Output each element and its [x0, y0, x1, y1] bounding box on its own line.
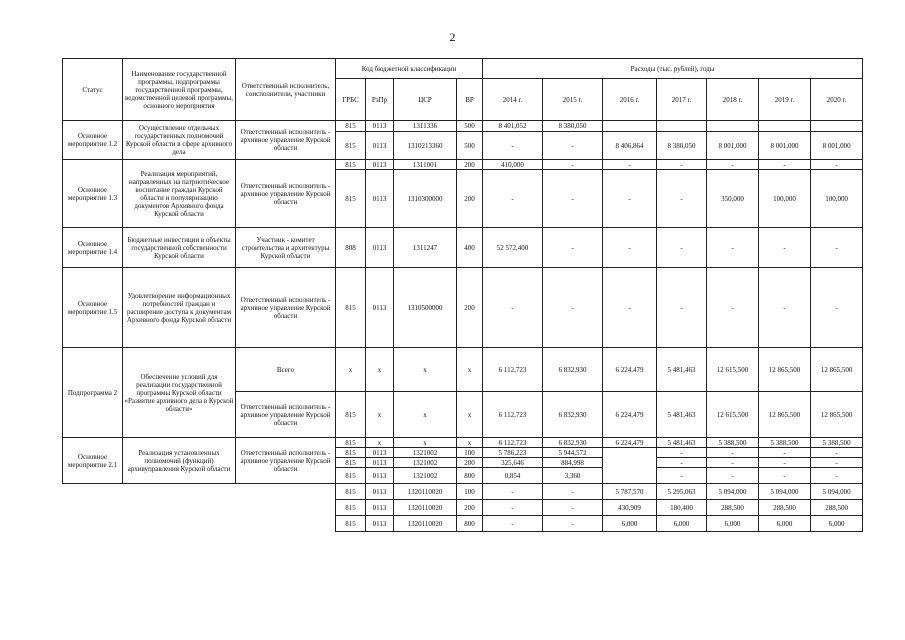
csr-cell: 1310500000 — [394, 268, 457, 348]
value-cell: 5 481,463 — [657, 392, 707, 438]
vr-cell: 200 — [457, 160, 483, 170]
value-cell: - — [603, 170, 657, 228]
name-cell: Реализация установленных полномочий (функций) архивуправления Курской области — [123, 438, 236, 484]
value-cell: - — [811, 468, 863, 484]
value-cell: - — [603, 160, 657, 170]
value-cell: - — [811, 228, 863, 268]
responsible-cell: Ответственный исполнитель - архивное управление Курской области — [236, 438, 336, 484]
value-cell: - — [707, 268, 759, 348]
name-cell: Реализация мероприятий, направленных на патриотическое воспитание граждан Курской области и популяризацию документов Архивного фонда Курской области — [123, 160, 236, 228]
vr-cell: 400 — [457, 228, 483, 268]
grbs-cell: 815 — [336, 484, 366, 500]
value-cell: - — [657, 268, 707, 348]
header-expenses: Расходы (тыс. рублей), годы — [483, 59, 863, 79]
name-cell: Бюджетные инвестиции в объекты государственной собственности Курской области — [123, 228, 236, 268]
value-cell: - — [483, 500, 543, 516]
rzpr-cell: х — [366, 348, 394, 392]
value-cell: - — [543, 170, 603, 228]
value-cell: - — [759, 268, 811, 348]
header-year: 2020 г. — [811, 79, 863, 121]
vr-cell: 200 — [457, 268, 483, 348]
value-cell: 12 865,500 — [759, 348, 811, 392]
value-cell: 5 388,500 — [759, 438, 811, 448]
value-cell: 6 224,479 — [603, 438, 657, 448]
csr-cell: 1321002 — [394, 448, 457, 458]
value-cell: 6 112,723 — [483, 392, 543, 438]
value-cell: 350,000 — [707, 170, 759, 228]
header-year: 2019 г. — [759, 79, 811, 121]
value-cell: 5 094,000 — [811, 484, 863, 500]
csr-cell: 1320110020 — [394, 500, 457, 516]
value-cell: - — [657, 170, 707, 228]
value-cell: 5 094,000 — [759, 484, 811, 500]
rzpr-cell: 0113 — [366, 121, 394, 132]
grbs-cell: 815 — [336, 468, 366, 484]
blank-cell — [236, 500, 336, 516]
grbs-cell: 815 — [336, 448, 366, 458]
value-cell: - — [707, 448, 759, 458]
status-cell: Основное мероприятие 1.2 — [63, 121, 123, 160]
table-row — [63, 500, 863, 516]
table-row — [63, 348, 863, 392]
csr-cell: х — [394, 348, 457, 392]
grbs-cell: 808 — [336, 228, 366, 268]
value-cell: 6,000 — [657, 516, 707, 532]
value-cell: - — [759, 448, 811, 458]
value-cell: 5 295,063 — [657, 484, 707, 500]
value-cell: - — [657, 160, 707, 170]
value-cell: 52 572,400 — [483, 228, 543, 268]
value-cell: 288,500 — [811, 500, 863, 516]
header-budget-code: Код бюджетной классификации — [336, 59, 483, 79]
blank-cell — [236, 516, 336, 532]
value-cell: 6 112,723 — [483, 438, 543, 448]
rzpr-cell: 0113 — [366, 268, 394, 348]
value-cell: 6,000 — [811, 516, 863, 532]
name-cell: Осуществление отдельных государственных полномочий Курской области в сфере архивного дела — [123, 121, 236, 160]
value-cell: - — [657, 468, 707, 484]
grbs-cell: 815 — [336, 268, 366, 348]
value-cell: 6 832,930 — [543, 438, 603, 448]
value-cell: 8 001,000 — [707, 132, 759, 160]
value-cell: - — [759, 458, 811, 468]
rzpr-cell: х — [366, 392, 394, 438]
table-row — [63, 438, 863, 448]
vr-cell: х — [457, 392, 483, 438]
rzpr-cell: 0113 — [366, 516, 394, 532]
value-cell: 6 224,479 — [603, 392, 657, 438]
header-rzpr: РзПр — [366, 79, 394, 121]
grbs-cell: 815 — [336, 170, 366, 228]
value-cell: 8 001,000 — [811, 132, 863, 160]
grbs-cell: 815 — [336, 500, 366, 516]
value-cell: 6,000 — [603, 516, 657, 532]
table-row — [63, 121, 863, 132]
value-cell: 6 832,930 — [543, 392, 603, 438]
vr-cell: 800 — [457, 516, 483, 532]
value-cell: 5 481,463 — [657, 438, 707, 448]
header-year: 2018 г. — [707, 79, 759, 121]
value-cell: 6,000 — [707, 516, 759, 532]
grbs-cell: х — [336, 348, 366, 392]
responsible-cell: Всего — [236, 348, 336, 392]
value-cell: 430,909 — [603, 500, 657, 516]
value-cell: 5 388,500 — [811, 438, 863, 448]
value-cell: - — [657, 448, 707, 458]
value-cell: 5 388,500 — [707, 438, 759, 448]
value-cell: - — [759, 160, 811, 170]
rzpr-cell: 0113 — [366, 458, 394, 468]
header-responsible: Ответственный исполнитель, соисполнители, участники — [236, 59, 336, 121]
grbs-cell: 815 — [336, 160, 366, 170]
value-cell — [759, 121, 811, 132]
responsible-cell: Ответственный исполнитель - архивное управление Курской области — [236, 160, 336, 228]
value-cell: - — [759, 228, 811, 268]
table-row — [63, 516, 863, 532]
rzpr-cell: 0113 — [366, 448, 394, 458]
header-vr: ВР — [457, 79, 483, 121]
csr-cell: 1311336 — [394, 121, 457, 132]
value-cell: - — [543, 500, 603, 516]
value-cell: 410,000 — [483, 160, 543, 170]
value-cell: 5 094,000 — [707, 484, 759, 500]
value-cell: 325,646 — [483, 458, 543, 468]
blank-cell — [123, 500, 236, 516]
vr-cell: 200 — [457, 458, 483, 468]
vr-cell: 500 — [457, 121, 483, 132]
rzpr-cell: 0113 — [366, 170, 394, 228]
value-cell: - — [811, 268, 863, 348]
value-cell — [811, 121, 863, 132]
value-cell: - — [603, 268, 657, 348]
grbs-cell: 815 — [336, 132, 366, 160]
value-cell: 6,000 — [759, 516, 811, 532]
value-cell: 5 481,463 — [657, 348, 707, 392]
value-cell: 180,400 — [657, 500, 707, 516]
blank-cell — [63, 484, 123, 500]
value-cell — [657, 121, 707, 132]
value-cell: 8 406,864 — [603, 132, 657, 160]
value-cell: 3,360 — [543, 468, 603, 484]
responsible-cell: Ответственный исполнитель - архивное управление Курской области — [236, 121, 336, 160]
value-cell: 5 787,570 — [603, 484, 657, 500]
value-cell: - — [543, 160, 603, 170]
value-cell: 12 865,500 — [811, 392, 863, 438]
table-row — [63, 484, 863, 500]
value-cell: 288,500 — [707, 500, 759, 516]
value-cell: 12 865,500 — [811, 348, 863, 392]
rzpr-cell: 0113 — [366, 132, 394, 160]
value-cell: 5 944,572 — [543, 448, 603, 458]
value-cell: - — [543, 228, 603, 268]
value-cell: - — [483, 170, 543, 228]
value-cell: - — [483, 484, 543, 500]
csr-cell: х — [394, 392, 457, 438]
header-grbs: ГРБС — [336, 79, 366, 121]
value-cell: - — [707, 160, 759, 170]
rzpr-cell: 0113 — [366, 484, 394, 500]
grbs-cell: 815 — [336, 392, 366, 438]
value-cell: - — [483, 268, 543, 348]
value-cell: 8 380,050 — [543, 121, 603, 132]
name-cell: Удовлетворение информационных потребностей граждан и расширение доступа к документам Архивного фонда Курской области — [123, 268, 236, 348]
rzpr-cell: 0113 — [366, 228, 394, 268]
value-cell: 6 224,479 — [603, 348, 657, 392]
table-row — [63, 268, 863, 348]
value-cell: - — [657, 228, 707, 268]
vr-cell: х — [457, 438, 483, 448]
value-cell: 288,500 — [759, 500, 811, 516]
rzpr-cell: 0113 — [366, 468, 394, 484]
csr-cell: 1311001 — [394, 160, 457, 170]
value-cell: 12 615,500 — [707, 392, 759, 438]
csr-cell: 1320110020 — [394, 484, 457, 500]
vr-cell: 100 — [457, 448, 483, 458]
value-cell — [603, 121, 657, 132]
blank-cell — [123, 484, 236, 500]
status-cell: Подпрограмма 2 — [63, 348, 123, 438]
vr-cell: 100 — [457, 484, 483, 500]
status-cell: Основное мероприятие 1.4 — [63, 228, 123, 268]
header-year: 2017 г. — [657, 79, 707, 121]
value-cell: 100,000 — [759, 170, 811, 228]
grbs-cell: 815 — [336, 438, 366, 448]
value-cell: - — [543, 484, 603, 500]
value-cell: - — [707, 468, 759, 484]
vr-cell: 800 — [457, 468, 483, 484]
responsible-cell: Ответственный исполнитель - архивное управление Курской области — [236, 392, 336, 438]
value-cell: - — [483, 132, 543, 160]
rzpr-cell: 0113 — [366, 500, 394, 516]
csr-cell: 1310213360 — [394, 132, 457, 160]
header-csr: ЦСР — [394, 79, 457, 121]
csr-cell: 1311247 — [394, 228, 457, 268]
csr-cell: 1321002 — [394, 458, 457, 468]
value-cell: - — [707, 458, 759, 468]
table-row — [63, 160, 863, 170]
status-cell: Основное мероприятие 2.1 — [63, 438, 123, 484]
blank-cell — [63, 516, 123, 532]
value-cell — [603, 448, 657, 484]
value-cell: - — [543, 268, 603, 348]
blank-cell — [236, 484, 336, 500]
status-cell: Основное мероприятие 1.5 — [63, 268, 123, 348]
value-cell: 6 832,930 — [543, 348, 603, 392]
value-cell: 12 615,500 — [707, 348, 759, 392]
csr-cell: х — [394, 438, 457, 448]
vr-cell: 500 — [457, 132, 483, 160]
budget-table — [62, 58, 863, 532]
table-row — [63, 228, 863, 268]
vr-cell: х — [457, 348, 483, 392]
value-cell: - — [603, 228, 657, 268]
csr-cell: 1320110020 — [394, 516, 457, 532]
value-cell: - — [811, 448, 863, 458]
header-status: Статус — [63, 59, 123, 121]
csr-cell: 1321002 — [394, 468, 457, 484]
responsible-cell: Ответственный исполнитель - архивное управление Курской области — [236, 268, 336, 348]
vr-cell: 200 — [457, 500, 483, 516]
responsible-cell: Участник - комитет строительства и архитектуры Курской области — [236, 228, 336, 268]
rzpr-cell: х — [366, 438, 394, 448]
value-cell: 5 786,223 — [483, 448, 543, 458]
header-name: Наименование государственной программы, подпрограммы государственной программы, ведомственной целевой программы, основного мероприятия — [123, 59, 236, 121]
value-cell: 100,000 — [811, 170, 863, 228]
value-cell: - — [657, 458, 707, 468]
header-year: 2014 г. — [483, 79, 543, 121]
value-cell: 6 112,723 — [483, 348, 543, 392]
value-cell: 8 401,052 — [483, 121, 543, 132]
value-cell: 0,854 — [483, 468, 543, 484]
header-year: 2016 г. — [603, 79, 657, 121]
blank-cell — [123, 516, 236, 532]
value-cell: - — [707, 228, 759, 268]
value-cell: 12 865,500 — [759, 392, 811, 438]
value-cell: - — [811, 160, 863, 170]
value-cell: - — [483, 516, 543, 532]
value-cell: - — [811, 458, 863, 468]
value-cell: 8 380,050 — [657, 132, 707, 160]
value-cell: - — [543, 516, 603, 532]
value-cell: 884,998 — [543, 458, 603, 468]
header-year: 2015 г. — [543, 79, 603, 121]
name-cell: Обеспечение условий для реализации государственной программы Курской области «Развитие архивного дела в Курской области» — [123, 348, 236, 438]
rzpr-cell: 0113 — [366, 160, 394, 170]
blank-cell — [63, 500, 123, 516]
vr-cell: 200 — [457, 170, 483, 228]
grbs-cell: 815 — [336, 516, 366, 532]
grbs-cell: 815 — [336, 121, 366, 132]
value-cell: - — [543, 132, 603, 160]
value-cell: 8 001,000 — [759, 132, 811, 160]
page-number: 2 — [449, 30, 456, 44]
status-cell: Основное мероприятие 1.3 — [63, 160, 123, 228]
csr-cell: 1310300000 — [394, 170, 457, 228]
value-cell: - — [759, 468, 811, 484]
value-cell — [707, 121, 759, 132]
grbs-cell: 815 — [336, 458, 366, 468]
